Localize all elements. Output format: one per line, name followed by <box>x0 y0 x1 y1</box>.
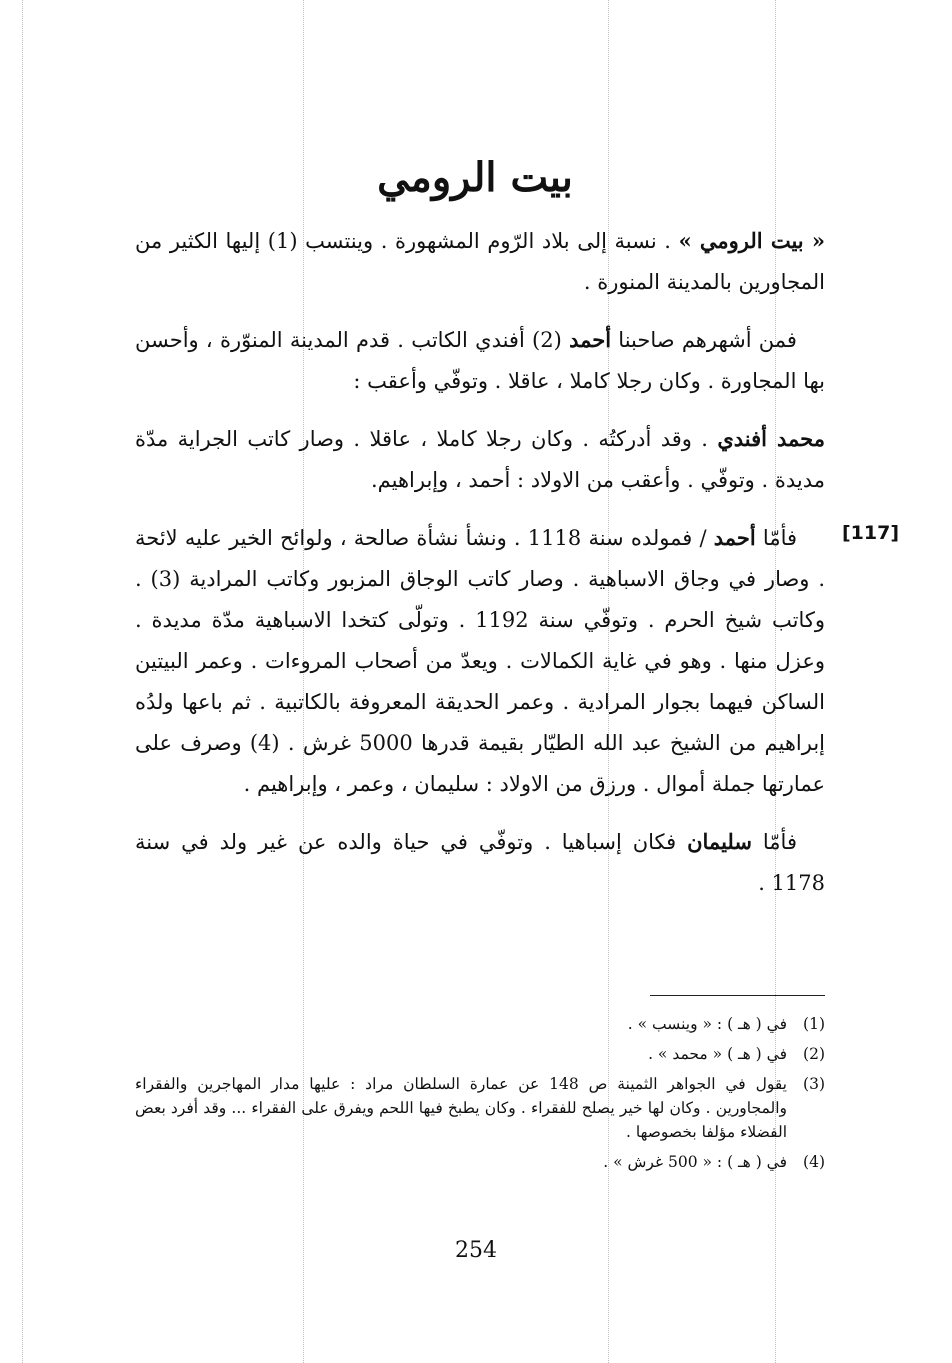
footnote-number: (1) <box>803 1015 825 1033</box>
page-number: 254 <box>455 1238 497 1263</box>
margin-marker: [117] <box>842 522 900 544</box>
scan-grid-line <box>22 0 23 1363</box>
footnote-divider <box>650 995 825 996</box>
page-title: بيت الرومي <box>377 154 573 201</box>
footnotes <box>135 1012 825 1180</box>
paragraph-text: (2) أفندي الكاتب . قدم المدينة المنوّرة ، وأحسن بها المجاورة . وكان رجلا كاملا ، عاقلا . وتوفّي وأعقب : <box>135 328 825 393</box>
footnote-text: في ( هـ ) : « 500 غرش » . <box>603 1153 787 1171</box>
footnote-number: (3) <box>803 1075 825 1093</box>
main-text <box>135 220 825 920</box>
paragraph-bold: سليمان <box>687 829 752 854</box>
paragraph <box>135 821 825 904</box>
paragraph-text: . وقد أدركتُه . وكان رجلا كاملا ، عاقلا . وصار كاتب الجراية مدّة مديدة . وتوفّي . وأعقب من الاولاد : أحمد ، وإبراهيم. <box>135 427 825 492</box>
paragraph <box>135 418 825 501</box>
footnote-number: (2) <box>803 1045 825 1063</box>
paragraph-bold: أحمد <box>713 525 756 550</box>
paragraph-pre: فأمّا <box>751 830 797 854</box>
paragraph-bold: أحمد <box>569 327 612 352</box>
paragraph-bold: « بيت الرومي » <box>678 228 826 253</box>
footnote-number: (4) <box>803 1153 825 1171</box>
footnote <box>135 1042 825 1066</box>
paragraph-bold: محمد أفندي <box>717 426 825 451</box>
footnote <box>135 1072 825 1144</box>
footnote <box>135 1012 825 1036</box>
paragraph-pre: فمن أشهرهم صاحبنا <box>611 328 797 352</box>
paragraph <box>135 517 825 805</box>
paragraph <box>135 319 825 402</box>
footnote-text: في ( هـ ) « محمد » . <box>648 1045 787 1063</box>
paragraph-text: . نسبة إلى بلاد الرّوم المشهورة . وينتسب (1) إليها الكثير من المجاورين بالمدينة المنورة . <box>135 229 825 294</box>
paragraph-text: فكان إسباهيا . وتوفّي في حياة والده عن غير ولد في سنة 1178 . <box>135 830 825 895</box>
paragraph <box>135 220 825 303</box>
footnote <box>135 1150 825 1174</box>
paragraph-text: / فمولده سنة 1118 . ونشأ نشأة صالحة ، ولوائح الخير عليه لائحة . وصار في وجاق الاسباهية . وصار كاتب الوجاق المزبور وكاتب المرادية (3) . وكاتب شيخ الحرم . وتوفّي سنة 1192 . وتولّى كتخدا الاسباهية مدّة مديدة . وعزل منها . وهو في غاية الكمالات . ويعدّ من أصحاب المروءات . وعمر البيتين الساكن فيهما بجوار المرادية . وعمر الحديقة المعروفة بالكاتبية . ثم باعها ولدُه إبراهيم من الشيخ عبد الله الطيّار بقيمة قدرها 5000 غرش . (4) وصرف على عمارتها جملة أموال . ورزق من الاولاد : سليمان ، وعمر ، وإبراهيم . <box>135 526 825 796</box>
footnote-text: يقول في الجواهر الثمينة ص 148 عن عمارة السلطان مراد : عليها مدار المهاجرين والفقراء والمجاورين . وكان لها خير يصلح للفقراء . وكان يطبخ فيها اللحم ويفرق على الفقراء ... وقد أفرد بعض الفضلاء مؤلفا بخصوصها . <box>135 1075 787 1141</box>
footnote-text: في ( هـ ) : « وينسب » . <box>627 1015 787 1033</box>
paragraph-pre: فأمّا <box>755 526 798 550</box>
